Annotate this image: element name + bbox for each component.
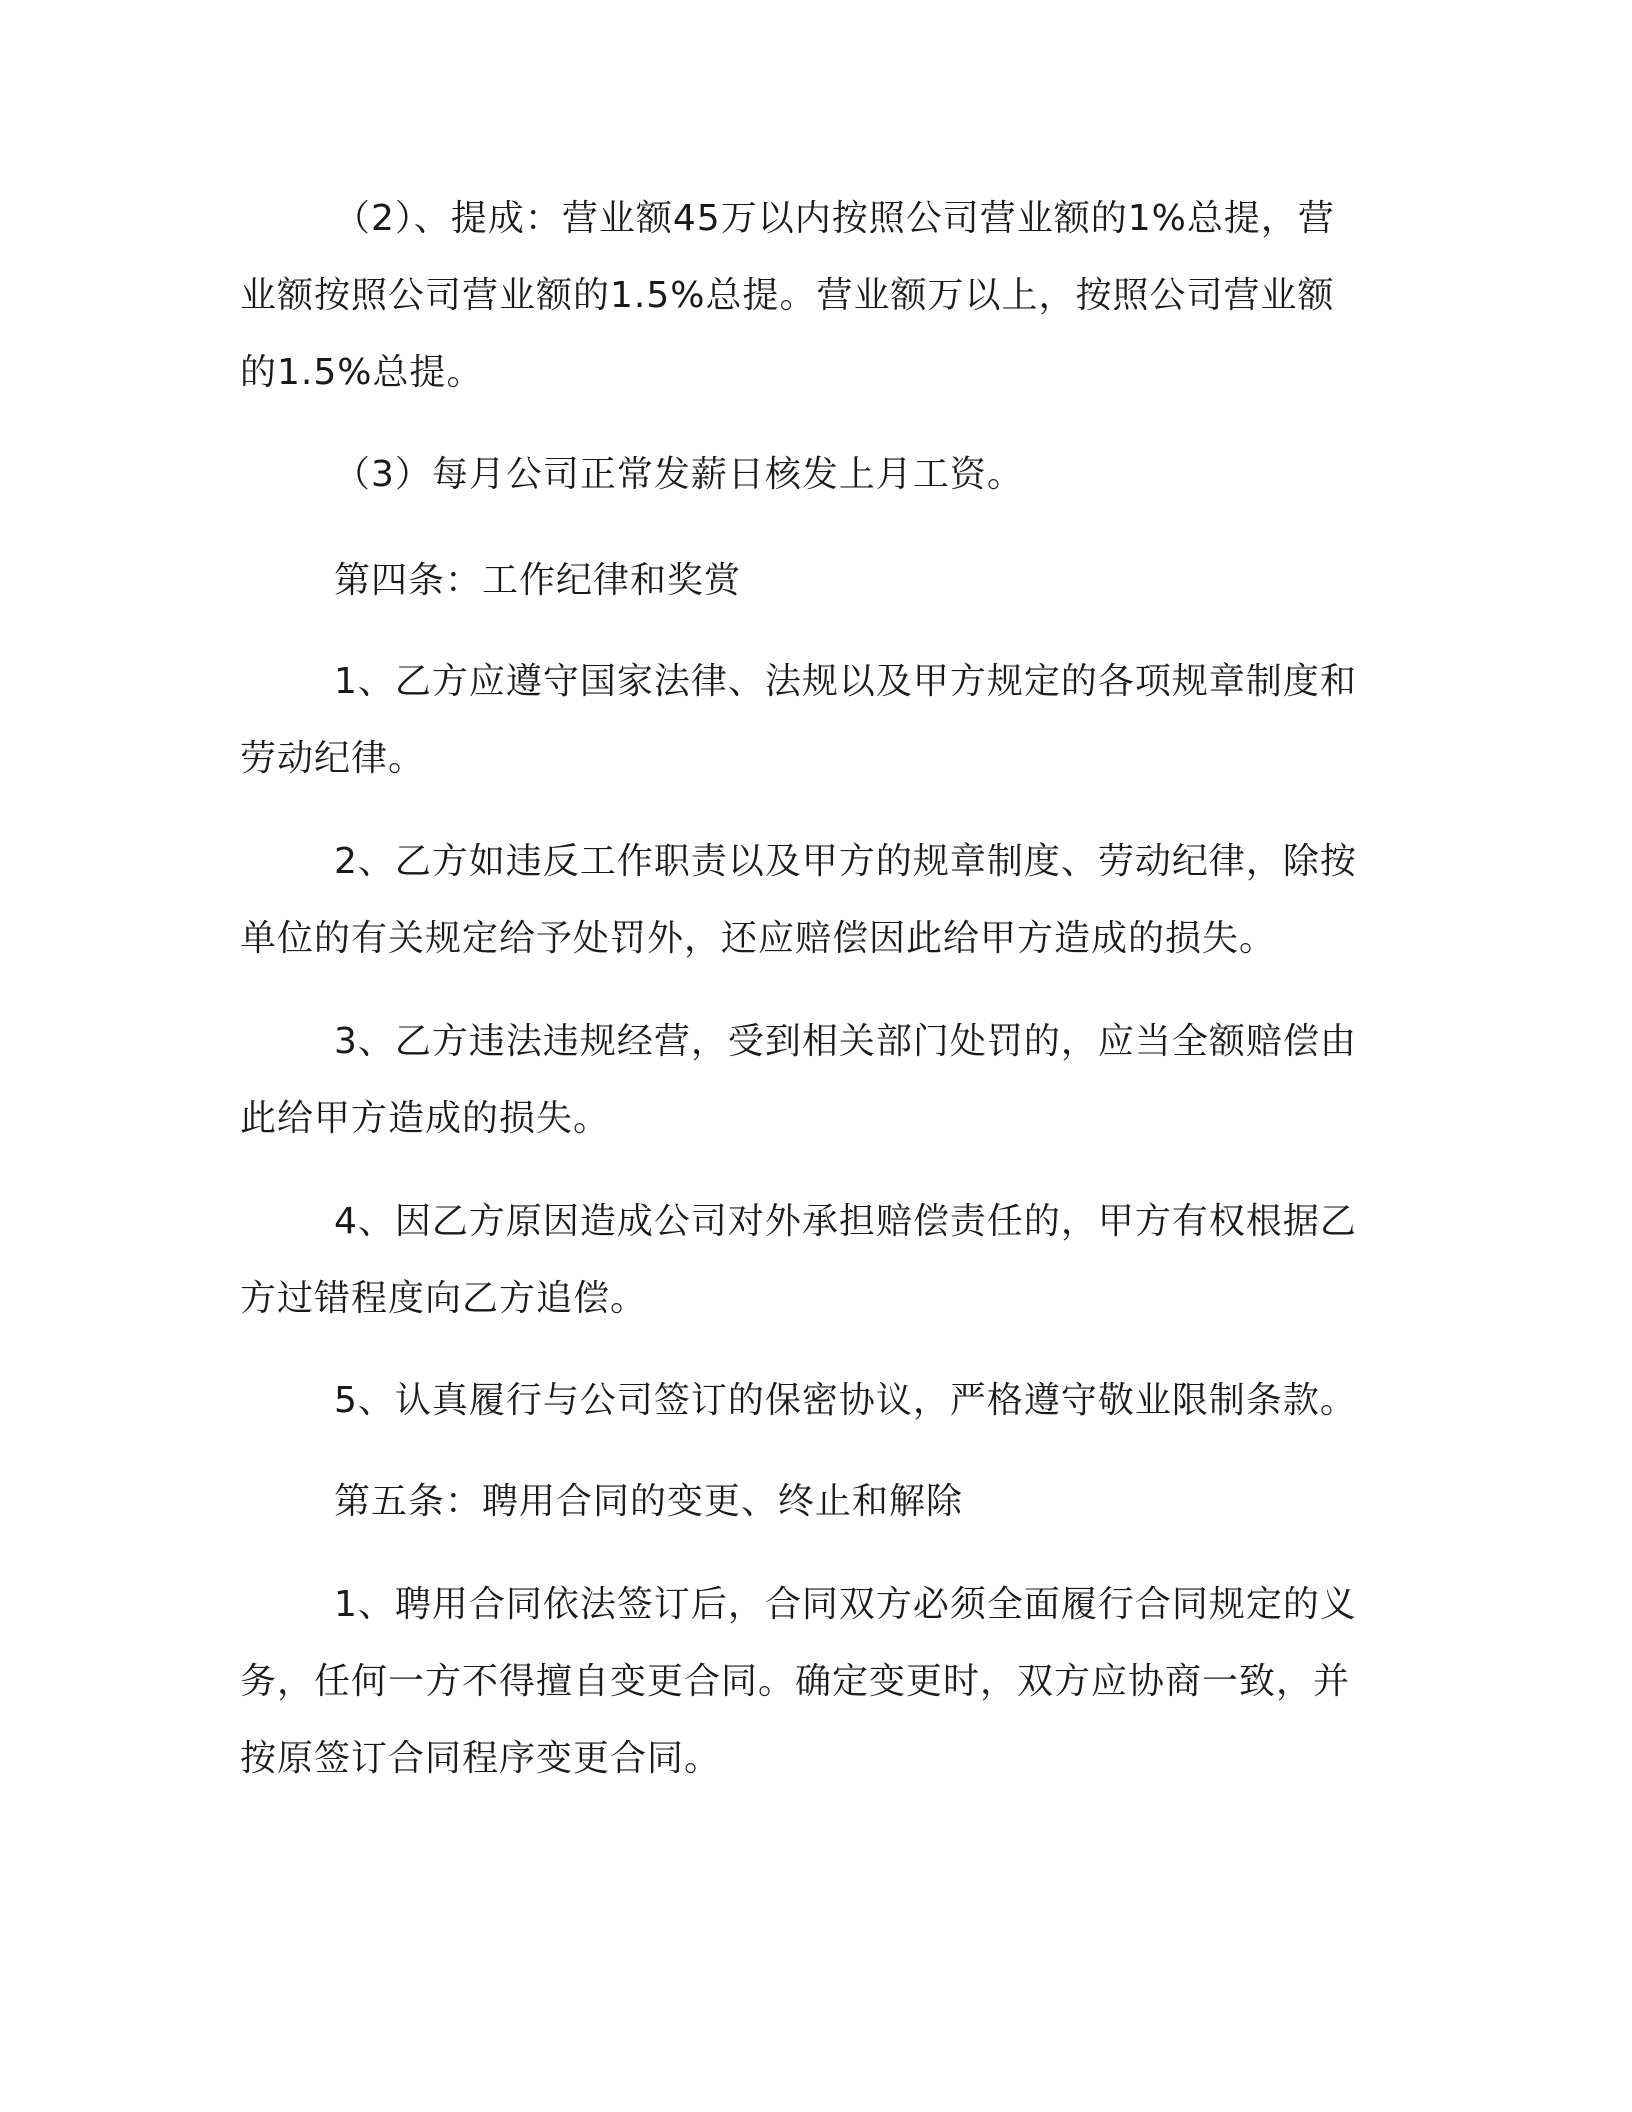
paragraph-commission: （2）、提成：营业额45万以内按照公司营业额的1%总提，营业额按照公司营业额的1.5%总提。营业额万以上，按照公司营业额的1.5%总提。: [240, 198, 1335, 393]
paragraph-article-4-item-5: 5、认真履行与公司签订的保密协议，严格遵守敬业限制条款。: [334, 1380, 1357, 1421]
paragraph-article-4-item-4: 4、因乙方原因造成公司对外承担赔偿责任的，甲方有权根据乙方过错程度向乙方追偿。: [240, 1201, 1357, 1319]
section-heading-article-4: 第四条：工作纪律和奖赏: [334, 560, 742, 601]
paragraph-salary-payday: （3）每月公司正常发薪日核发上月工资。: [334, 454, 1024, 495]
section-heading-article-5: 第五条：聘用合同的变更、终止和解除: [334, 1481, 964, 1522]
paragraph-article-4-item-1: 1、乙方应遵守国家法律、法规以及甲方规定的各项规章制度和劳动纪律。: [240, 661, 1357, 779]
paragraph-article-4-item-3: 3、乙方违法违规经营，受到相关部门处罚的，应当全额赔偿由此给甲方造成的损失。: [240, 1021, 1357, 1139]
paragraph-article-4-item-2: 2、乙方如违反工作职责以及甲方的规章制度、劳动纪律，除按单位的有关规定给予处罚外，还应赔偿因此给甲方造成的损失。: [240, 841, 1357, 959]
paragraph-article-5-item-1: 1、聘用合同依法签订后，合同双方必须全面履行合同规定的义务，任何一方不得擅自变更合同。确定变更时，双方应协商一致，并按原签订合同程序变更合同。: [240, 1584, 1357, 1779]
